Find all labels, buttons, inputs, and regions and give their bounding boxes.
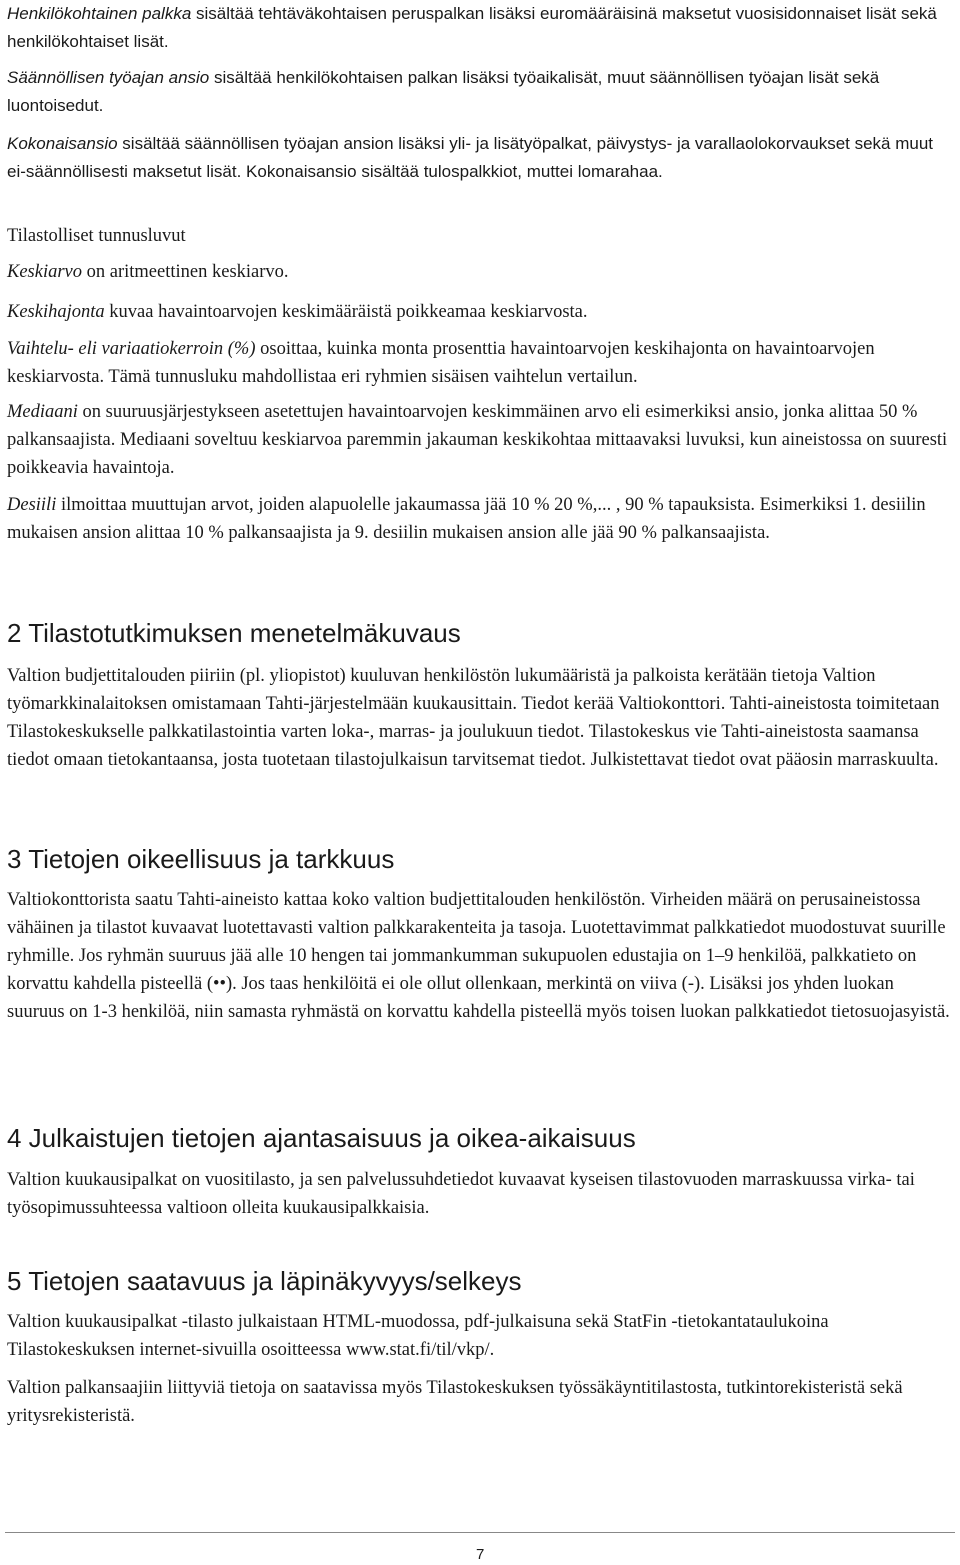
- definition-term: Kokonaisansio: [7, 134, 118, 153]
- section-heading-saatavuus: 5 Tietojen saatavuus ja läpinäkyvyys/selkeys: [7, 1266, 522, 1296]
- stat-keskiarvo: [7, 258, 953, 286]
- stat-text: ilmoittaa muuttujan arvot, joiden alapuolelle jakaumassa jää 10 % 20 %,... , 90 % tapauksista. Esimerkiksi 1. desiilin mukaisen ansion alittaa 10 % palkansaajista ja 9. desiilin mukaisen ansion alle jää 90 % palkansaajista.: [7, 495, 926, 543]
- stat-text: on suuruusjärjestykseen asetettujen havaintoarvojen keskimmäinen arvo eli esimerkiksi ansio, jonka alittaa 50 % palkansaajista. Mediaani soveltuu keskiarvoa paremmin jakauman keskikohtaa mittaavaksi luvuksi, kun aineistossa on suuresti poikkeavia havaintoja.: [7, 402, 948, 478]
- page-number: 7: [476, 1546, 485, 1563]
- stat-text: osoittaa, kuinka monta prosenttia havaintoarvojen keskihajonta on havaintoarvojen keskiarvosta. Tämä tunnusluku mahdollistaa eri ryhmien sisäisen vaihtelun vertailun.: [7, 339, 875, 387]
- definition-text: sisältää henkilökohtaisen palkan lisäksi työaikalisät, muut säännöllisen työajan lisät sekä luontoisedut.: [7, 68, 880, 115]
- section-paragraph: Valtion budjettitalouden piiriin (pl. yliopistot) kuuluvan henkilöstön lukumääristä ja palkoista kerätään tietoja Valtion työmarkkinalaitoksen omistamaan Tahti-järjestelmään kuukausittain. Tiedot kerää Valtiokonttori. Tahti-aineistosta toimitetaan Tilastokeskukselle palkkatilastointia varten loka-, marras- ja joulukuun tiedot. Tilastokeskus vie Tahti-aineistosta saamansa tiedot omaan tietokantaansa, josta tuotetaan tilastojulkaisun tarvitsemat tiedot. Julkistettavat tiedot ovat pääosin marraskuulta.: [7, 666, 940, 770]
- section-heading-oikeellisuus: 3 Tietojen oikeellisuus ja tarkkuus: [7, 844, 395, 874]
- section-paragraph: Valtion palkansaajiin liittyviä tietoja on saatavissa myös Tilastokeskuksen työssäkäyntitilastosta, tutkintorekisteristä sekä yritysrekisteristä.: [7, 1378, 903, 1426]
- stat-term: Mediaani: [7, 402, 78, 422]
- definition-term: Säännöllisen työajan ansio: [7, 68, 210, 87]
- definition-saannollisen-tyoajan-ansio: [7, 64, 953, 120]
- stat-term: Keskihajonta: [7, 302, 105, 322]
- stat-text: on aritmeettinen keskiarvo.: [82, 262, 289, 282]
- stat-mediaani: [7, 398, 953, 482]
- stat-keskihajonta: [7, 298, 953, 326]
- section-heading-ajantasaisuus: 4 Julkaistujen tietojen ajantasaisuus ja oikea-aikaisuus: [7, 1123, 636, 1153]
- stats-heading: Tilastolliset tunnusluvut: [7, 226, 186, 246]
- stat-term: Vaihtelu- eli variaatiokerroin (%): [7, 339, 256, 359]
- definition-text: sisältää tehtäväkohtaisen peruspalkan lisäksi euromääräisinä maksetut vuosisidonnaiset lisät sekä henkilökohtaiset lisät.: [7, 4, 937, 51]
- definition-text: sisältää säännöllisen työajan ansion lisäksi yli- ja lisätyöpalkat, päivystys- ja varallaolokorvaukset sekä muut ei-säännöllisesti maksetut lisät. Kokonaisansio sisältää tulospalkkiot, muttei lomarahaa.: [7, 134, 934, 181]
- section-paragraph: Valtiokonttorista saatu Tahti-aineisto kattaa koko valtion budjettitalouden henkilöstön. Virheiden määrä on perusaineistossa vähäinen ja tilastot kuvaavat luotettavasti valtion palkkarakenteita ja tasoja. Luotettavimmat palkkatiedot muodostuvat suurille ryhmille. Jos ryhmän suuruus jää alle 10 hengen tai jommankumman sukupuolen edustajia on 1–9 henkilöä, palkkatieto on korvattu kahdella pisteellä (••). Jos taas henkilöitä ei ole ollut ollenkaan, merkintä on viiva (-). Lisäksi jos yhden luokan suuruus on 1-3 henkilöä, niin samasta ryhmästä on korvattu kahdella pisteellä myös toisen luokan palkkatiedot tietosuojasyistä.: [7, 890, 950, 1022]
- stat-vaihtelukerroin: [7, 335, 953, 391]
- stat-text: kuvaa havaintoarvojen keskimääräistä poikkeamaa keskiarvosta.: [104, 302, 588, 322]
- footer-divider: [5, 1532, 955, 1533]
- section-paragraph: Valtion kuukausipalkat -tilasto julkaistaan HTML-muodossa, pdf-julkaisuna sekä StatFin -tietokantataulukoina Tilastokeskuksen internet-sivuilla osoitteessa www.stat.fi/til/vkp/.: [7, 1312, 829, 1360]
- section-paragraph: Valtion kuukausipalkat on vuositilasto, ja sen palvelussuhdetiedot kuvaavat kyseisen tilastovuoden marraskuussa virka- tai työsopimussuhteessa valtioon olleita kuukausipalkkaisia.: [7, 1170, 915, 1218]
- section-heading-menetelmakuvaus: 2 Tilastotutkimuksen menetelmäkuvaus: [7, 618, 461, 648]
- definition-term: Henkilökohtainen palkka: [7, 4, 192, 23]
- definition-kokonaisansio: [7, 130, 953, 186]
- stat-desiili: [7, 491, 953, 547]
- definition-henkilokohtainen-palkka: [7, 0, 953, 56]
- stat-term: Desiili: [7, 495, 57, 515]
- stat-term: Keskiarvo: [7, 262, 83, 282]
